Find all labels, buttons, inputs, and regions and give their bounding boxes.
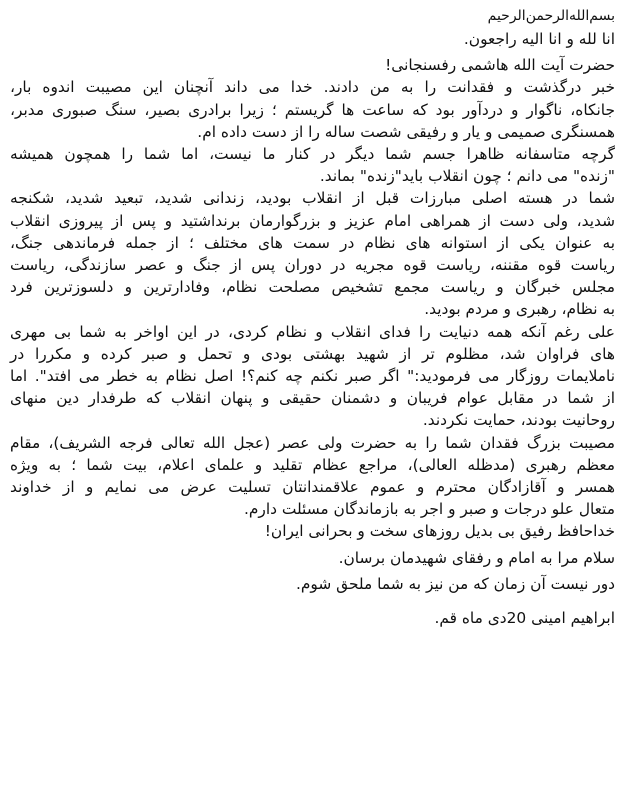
paragraph-4 [10,321,615,432]
paragraph-line: معظم رهبری (مدظله العالی)، مراجع عظام تقلید و علمای اعلام، بیت شما ؛ به ویژه [10,455,615,474]
paragraph-line: "زنده" می دانم ؛ چون انقلاب باید"زنده" بماند. [319,167,615,186]
paragraph-line: به نظام، رهبری و مردم بودید. [424,300,615,319]
paragraph-line: متعال علو درجات و صبر و اجر به بازماندگان مسئلت دارم. [243,500,615,519]
paragraph-6 [10,520,615,542]
closing-line-2: دور نیست آن زمان که من نیز به شما ملحق شوم. [295,574,615,593]
paragraph-line: ریاست قوه مقننه، ریاست قوه مجریه در دوران پس از جنگ و عصر سازندگی، ریاست [10,256,615,275]
paragraph-line: مجلس خبرگان و ریاست مجمع تشخیص مصلحت نظام، وفادارترین و دلسوزترین فرد [10,278,615,297]
paragraph-2 [10,143,615,187]
paragraph-line: مصیبت بزرگ فقدان شما را به حضرت ولی عصر (عجل الله تعالی فرجه الشریف)، مقام [10,433,615,452]
opening-verse: انا لله و انا الیه راجعون. [463,30,615,48]
spacer [10,595,615,607]
paragraph-line: همسنگری صمیمی و یار و رفیقی شصت ساله را از دست داده ام. [197,122,615,141]
farewell-line: خداحافظ رفیق بی بدیل روزهای سخت و بحرانی ایران! [264,522,615,541]
paragraph-line: شما در هسته اصلی مبارزات قبل از انقلاب بودید، زندانی شدید، تبعید شدید، شکنجه [10,189,615,208]
paragraph-line: به عنوان یکی از استوانه های نظام در سمت های مختلف ؛ از جمله فرماندهی جنگ، [10,233,615,252]
paragraph-line: علی رغم آنکه همه دنیایت را فدای انقلاب و نظام کردی، در این اواخر به شما بی مهری [10,322,615,341]
salutation: حضرت آیت الله هاشمی رفسنجانی! [385,56,615,75]
paragraph-5 [10,432,615,521]
paragraph-line: ناملایمات روزگار می فرمودید:" اگر صبر نکنم چه کنم؟! اصل نظام به خطر می افتد". اما [10,367,615,386]
paragraph-line: جانکاه، ناگوار و دردآور بود که ساعت ها گریستم ؛ زیرا برادری بصیر، سنگ صبوری مدبر، [10,100,615,119]
paragraph-line: از شما در مقابل عوام فریبان و دشمنان حقیقی و پنهان انقلاب که طرفدار دین منهای [10,389,615,408]
paragraph-line: شدید، ولی دست از همراهی امام عزیز و بزرگوارمان برنداشتید و پس از پیروزی انقلاب [10,211,615,230]
paragraph-line: همسر و آقازادگان محترم و عموم علاقمندانتان تسلیت عرض می نمایم و از خداوند [10,478,615,497]
paragraph-line: گرچه متاسفانه ظاهرا جسم شما دیگر در کنار ما نیست، اما شما را همچون همیشه [10,145,615,164]
signature: ابراهیم امینی 20دی ماه قم. [434,609,615,628]
paragraph-line: های فراوان شد، مظلوم تر از شهید بهشتی بودی و تحمل و صبر کرده و مکررا در [10,344,615,363]
paragraph-line: روحانیت بودند، حمایت نکردند. [422,411,615,430]
bismillah-heading: بسم‌الله‌الرحمن‌الرحیم [487,8,615,24]
paragraph-3 [10,187,615,320]
paragraph-line: خبر درگذشت و فقدانت را به من دادند. خدا می داند آنچنان این مصیبت اندوه بار، [10,78,615,97]
paragraph-1 [10,76,615,143]
closing-line-1: سلام مرا به امام و رفقای شهیدمان برسان. [338,548,615,567]
